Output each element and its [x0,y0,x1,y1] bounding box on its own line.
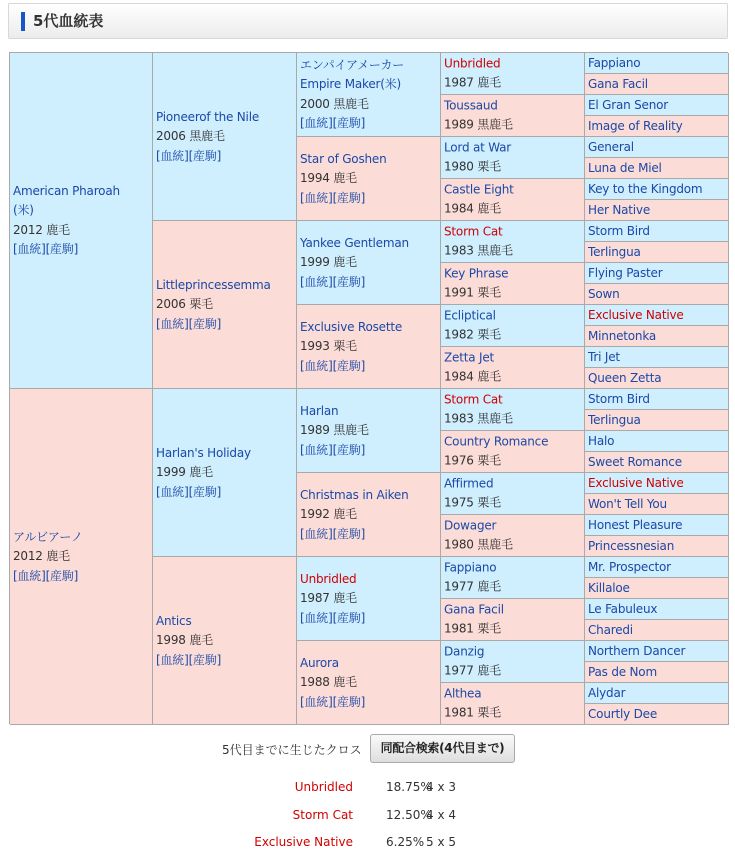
pedigree-cell-gen3 [297,53,441,137]
horse-name-link[interactable]: Exclusive Rosette [300,319,403,334]
cross-percentage: 12.50% [386,808,432,822]
horse-name-link[interactable]: Toussaud [444,98,498,112]
pedigree-cell-gen3 [297,137,441,221]
horse-name-link[interactable]: Ecliptical [444,308,496,322]
pedigree-cell-gen2 [153,389,297,557]
pedigree-cell-gen5 [585,263,729,284]
horse-birth-info: 1988 鹿毛 [300,674,357,689]
pedigree-cell-gen4 [441,641,585,683]
horse-name-link[interactable]: Killaloe [588,581,630,595]
pedigree-cell-gen4 [441,221,585,263]
same-mating-search-button[interactable]: 同配合検索(4代目まで) [370,734,515,763]
pedigree-cell-gen4 [441,347,585,389]
pedigree-cell-gen4 [441,263,585,305]
horse-name-link[interactable]: Sweet Romance [588,455,682,469]
pedigree-cell-content [444,432,582,471]
pedigree-cell-content [588,557,726,577]
horse-birth-info: 1980 栗毛 [444,159,501,174]
horse-name-link[interactable]: Key Phrase [444,266,509,280]
horse-name-link[interactable]: Yankee Gentleman [300,235,409,250]
horse-birth-info: 1981 栗毛 [444,705,501,720]
horse-birth-info: 1989 黒鹿毛 [444,117,513,132]
horse-birth-info: 1983 黒鹿毛 [444,411,513,426]
cross-horse-name[interactable]: Unbridled [294,780,353,794]
pedigree-table [9,52,728,724]
pedigree-cell-gen2 [153,53,297,221]
pedigree-cell-gen5 [585,557,729,578]
pedigree-cell-content [588,494,726,514]
pedigree-cell-content [588,599,726,619]
pedigree-cell-gen1 [10,389,153,725]
pedigree-cell-gen5 [585,158,729,179]
pedigree-cell-content [156,611,294,670]
pedigree-cell-content [588,158,726,178]
pedigree-cell-content [444,222,582,261]
cross-generation: 5 x 5 [426,835,456,849]
horse-name-link[interactable]: Honest Pleasure [588,518,683,532]
horse-name-link[interactable]: Courtly Dee [588,707,658,721]
horse-name-link[interactable]: Christmas in Aiken [300,487,409,502]
pedigree-cell-content [444,96,582,135]
horse-name-link[interactable]: Minnetonka [588,329,657,343]
horse-name-link[interactable]: Pas de Nom [588,665,657,679]
horse-name-link-alt[interactable]: Empire Maker(米) [300,77,401,91]
pedigree-cell-content [588,473,726,493]
pedigree-cell-gen5 [585,683,729,704]
bloodline-offspring-links[interactable]: [血統][産駒] [300,274,366,289]
horse-birth-info: 1975 栗毛 [444,495,501,510]
pedigree-cell-content [444,558,582,597]
horse-name-link[interactable]: Storm Cat [444,224,503,238]
pedigree-cell-gen4 [441,431,585,473]
pedigree-cell-gen5 [585,221,729,242]
horse-name-link[interactable]: Terlingua [588,245,641,259]
pedigree-cell-gen4 [441,389,585,431]
horse-name-link[interactable]: Flying Paster [588,266,663,280]
pedigree-cell-content [588,53,726,73]
horse-name-link[interactable]: Luna de Miel [588,161,662,175]
page-title: 5代血統表 [33,12,104,30]
horse-birth-info: 1993 栗毛 [300,338,357,353]
horse-name-link[interactable]: Lord at War [444,140,512,154]
horse-name-link[interactable]: Terlingua [588,413,641,427]
horse-birth-info: 2012 鹿毛 [13,548,70,563]
bloodline-offspring-links[interactable]: [血統][産駒] [300,442,366,457]
pedigree-cell-content [588,200,726,220]
cross-row [0,808,735,828]
bloodline-offspring-links[interactable]: [血統][産駒] [13,242,79,256]
bloodline-offspring-links[interactable]: [血統][産駒] [300,526,366,541]
horse-name-link[interactable]: Storm Bird [588,224,650,238]
pedigree-cell-content [588,452,726,472]
pedigree-cell-content [588,221,726,241]
horse-name-link[interactable]: アルビアーノ [13,529,83,544]
horse-name-link[interactable]: Gana Facil [588,77,648,91]
bloodline-offspring-links[interactable]: [血統][産駒] [13,568,79,583]
pedigree-cell-gen5 [585,641,729,662]
pedigree-cell-content [444,516,582,555]
horse-name-link[interactable]: Unbridled [444,56,501,70]
pedigree-cell-content [300,317,438,376]
pedigree-cell-content [300,233,438,292]
horse-birth-info: 1989 黒鹿毛 [300,422,369,437]
bloodline-offspring-links[interactable]: [血統][産駒] [156,148,222,163]
horse-name-link[interactable]: Exclusive Native [588,308,684,322]
horse-birth-info: 2000 黒鹿毛 [300,96,369,111]
pedigree-cell-content [588,326,726,346]
horse-birth-info: 1981 栗毛 [444,621,501,636]
bloodline-offspring-links[interactable]: [血統][産駒] [156,484,222,499]
cross-percentage: 18.75% [386,780,432,794]
pedigree-cell-content [588,242,726,262]
pedigree-cell-gen5 [585,179,729,200]
horse-name-link[interactable]: Unbridled [300,571,357,586]
pedigree-cell-gen2 [153,221,297,389]
horse-birth-info: 1977 鹿毛 [444,663,501,678]
cross-row [0,835,735,855]
horse-name-link[interactable]: Won't Tell You [588,497,667,511]
horse-name-link[interactable]: Zetta Jet [444,350,495,364]
horse-birth-info: 1994 鹿毛 [300,170,357,185]
horse-name-link[interactable]: Gana Facil [444,602,504,616]
pedigree-cell-content [300,569,438,628]
pedigree-cell-content [156,443,294,502]
pedigree-cell-content [300,401,438,460]
pedigree-cell-gen5 [585,74,729,95]
horse-name-link[interactable]: Danzig [444,644,485,658]
pedigree-cell-gen4 [441,305,585,347]
pedigree-cell-gen5 [585,620,729,641]
pedigree-cell-gen3 [297,473,441,557]
pedigree-cell-gen5 [585,494,729,515]
cross-generation: 4 x 3 [426,780,456,794]
pedigree-cell-gen5 [585,137,729,158]
horse-name-link[interactable]: Alydar [588,686,626,700]
pedigree-cell-content [588,515,726,535]
horse-birth-info: 1999 鹿毛 [156,464,213,479]
pedigree-cell-gen5 [585,242,729,263]
pedigree-cell-gen5 [585,53,729,74]
pedigree-cell-content [588,263,726,283]
pedigree-cell-gen3 [297,557,441,641]
pedigree-cell-content [13,527,150,586]
horse-name-link[interactable]: Sown [588,287,620,301]
pedigree-cell-gen5 [585,410,729,431]
pedigree-cell-gen3 [297,221,441,305]
pedigree-cell-content [156,275,294,334]
pedigree-cell-gen4 [441,683,585,725]
pedigree-cell-gen4 [441,557,585,599]
horse-name-link[interactable]: Affirmed [444,476,494,490]
horse-birth-info: 1983 黒鹿毛 [444,243,513,258]
pedigree-cell-content [300,485,438,544]
horse-name-link[interactable]: Pioneerof the Nile [156,109,260,124]
pedigree-cell-content [588,389,726,409]
pedigree-cell-gen5 [585,116,729,137]
cross-horse-name[interactable]: Storm Cat [292,808,353,822]
horse-name-link[interactable]: Storm Cat [444,392,503,406]
horse-name-link[interactable]: Fappiano [444,560,497,574]
pedigree-cell-content [588,662,726,682]
horse-birth-info: 1976 栗毛 [444,453,501,468]
pedigree-cell-gen5 [585,200,729,221]
pedigree-cell-gen4 [441,599,585,641]
bloodline-offspring-links[interactable]: [血統][産駒] [300,694,366,709]
pedigree-cell-content [444,474,582,513]
pedigree-cell-content [444,642,582,681]
pedigree-cell-content [444,138,582,177]
pedigree-cell-content [588,368,726,388]
header-accent-bar [21,12,25,31]
pedigree-cell-gen4 [441,515,585,557]
horse-birth-info: 2006 栗毛 [156,296,213,311]
pedigree-cell-gen3 [297,305,441,389]
horse-name-link-alt[interactable]: (米) [13,203,34,217]
horse-name-link[interactable]: General [588,140,634,154]
horse-birth-info: 1980 黒鹿毛 [444,537,513,552]
pedigree-cell-content [156,107,294,166]
horse-name-link[interactable]: エンパイアメーカー [300,57,405,72]
pedigree-cell-content [300,56,438,134]
horse-name-link[interactable]: Castle Eight [444,182,514,196]
pedigree-cell-gen4 [441,95,585,137]
horse-birth-info: 1977 鹿毛 [444,579,501,594]
bloodline-offspring-links[interactable]: [血統][産駒] [156,316,222,331]
horse-name-link[interactable]: Aurora [300,655,339,670]
pedigree-cell-gen3 [297,389,441,473]
horse-name-link[interactable]: Her Native [588,203,651,217]
horse-name-link[interactable]: Princessnesian [588,539,675,553]
pedigree-cell-gen5 [585,368,729,389]
horse-name-link[interactable]: Le Fabuleux [588,602,658,616]
horse-name-link[interactable]: Mr. Prospector [588,560,671,574]
horse-name-link[interactable]: Fappiano [588,56,641,70]
bloodline-offspring-links[interactable]: [血統][産駒] [300,190,366,205]
horse-birth-info: 1982 栗毛 [444,327,501,342]
horse-birth-info: 1992 鹿毛 [300,506,357,521]
horse-name-link[interactable]: Key to the Kingdom [588,182,703,196]
pedigree-cell-gen5 [585,305,729,326]
pedigree-cell-content [444,180,582,219]
horse-birth-info: 1984 鹿毛 [444,201,501,216]
pedigree-cell-gen2 [153,557,297,725]
pedigree-cell-content [588,620,726,640]
pedigree-cell-content [588,578,726,598]
bloodline-offspring-links[interactable]: [血統][産駒] [300,358,366,373]
pedigree-cell-gen5 [585,578,729,599]
pedigree-cell-gen5 [585,284,729,305]
horse-birth-info: 1984 鹿毛 [444,369,501,384]
pedigree-cell-gen5 [585,326,729,347]
horse-birth-info: 1987 鹿毛 [300,590,357,605]
pedigree-cell-gen5 [585,515,729,536]
pedigree-cell-content [300,149,438,208]
pedigree-cell-content [588,284,726,304]
horse-name-link[interactable]: American Pharoah [13,183,120,198]
pedigree-cell-content [588,683,726,703]
pedigree-cell-content [444,684,582,723]
bloodline-offspring-links[interactable]: [血統][産駒] [300,610,366,625]
pedigree-cell-content [588,347,726,367]
horse-name-link[interactable]: Antics [156,613,192,628]
horse-birth-info: 2012 鹿毛 [13,222,70,237]
cross-row [0,780,735,800]
horse-name-link[interactable]: Queen Zetta [588,371,662,385]
pedigree-cell-content [588,536,726,556]
pedigree-cell-content [444,54,582,93]
pedigree-cell-gen5 [585,662,729,683]
pedigree-cell-gen1 [10,53,153,389]
horse-name-link[interactable]: Althea [444,686,482,700]
pedigree-cell-content [588,704,726,724]
pedigree-cell-content [444,390,582,429]
pedigree-cell-content [588,95,726,115]
pedigree-cell-gen5 [585,536,729,557]
pedigree-cell-gen5 [585,389,729,410]
horse-birth-info: 1999 鹿毛 [300,254,357,269]
pedigree-cell-gen4 [441,137,585,179]
pedigree-cell-content [588,116,726,136]
pedigree-cell-gen5 [585,473,729,494]
horse-name-link[interactable]: Image of Reality [588,119,683,133]
pedigree-cell-content [588,74,726,94]
pedigree-cell-gen5 [585,431,729,452]
pedigree-cell-gen3 [297,641,441,725]
pedigree-cell-content [588,137,726,157]
horse-birth-info: 1998 鹿毛 [156,632,213,647]
pedigree-cell-gen4 [441,179,585,221]
horse-birth-info: 1987 鹿毛 [444,75,501,90]
pedigree-cell-content [300,653,438,712]
pedigree-cell-content [588,641,726,661]
horse-name-link[interactable]: Halo [588,434,615,448]
horse-name-link[interactable]: Harlan's Holiday [156,445,251,460]
cross-horse-name[interactable]: Exclusive Native [254,835,353,849]
cross-generation: 4 x 4 [426,808,456,822]
horse-name-link[interactable]: Dowager [444,518,497,532]
pedigree-cell-content [588,431,726,451]
horse-name-link[interactable]: Littleprincessemma [156,277,271,292]
horse-name-link[interactable]: Charedi [588,623,633,637]
horse-birth-info: 1991 栗毛 [444,285,501,300]
pedigree-cell-gen5 [585,704,729,725]
pedigree-cell-content [588,179,726,199]
section-header [8,3,728,39]
horse-name-link[interactable]: Harlan [300,403,339,418]
horse-name-link[interactable]: Northern Dancer [588,644,686,658]
horse-name-link[interactable]: El Gran Senor [588,98,669,112]
pedigree-cell-gen4 [441,473,585,515]
horse-name-link[interactable]: Tri Jet [588,350,620,364]
horse-name-link[interactable]: Country Romance [444,434,549,448]
pedigree-cell-content [444,600,582,639]
pedigree-cell-content [444,264,582,303]
bloodline-offspring-links[interactable]: [血統][産駒] [300,116,366,130]
pedigree-cell-gen5 [585,452,729,473]
pedigree-cell-gen5 [585,347,729,368]
pedigree-cell-content [444,348,582,387]
pedigree-cell-content [13,182,150,260]
pedigree-cell-content [444,306,582,345]
pedigree-cell-gen5 [585,95,729,116]
pedigree-cell-gen5 [585,599,729,620]
bloodline-offspring-links[interactable]: [血統][産駒] [156,652,222,667]
cross-percentage: 6.25% [386,835,425,849]
horse-name-link[interactable]: Storm Bird [588,392,650,406]
horse-birth-info: 2006 黒鹿毛 [156,128,225,143]
cross-label: 5代目までに生じたクロス [222,743,362,757]
horse-name-link[interactable]: Star of Goshen [300,151,387,166]
pedigree-cell-content [588,410,726,430]
pedigree-cell-content [588,305,726,325]
horse-name-link[interactable]: Exclusive Native [588,476,684,490]
pedigree-cell-gen4 [441,53,585,95]
